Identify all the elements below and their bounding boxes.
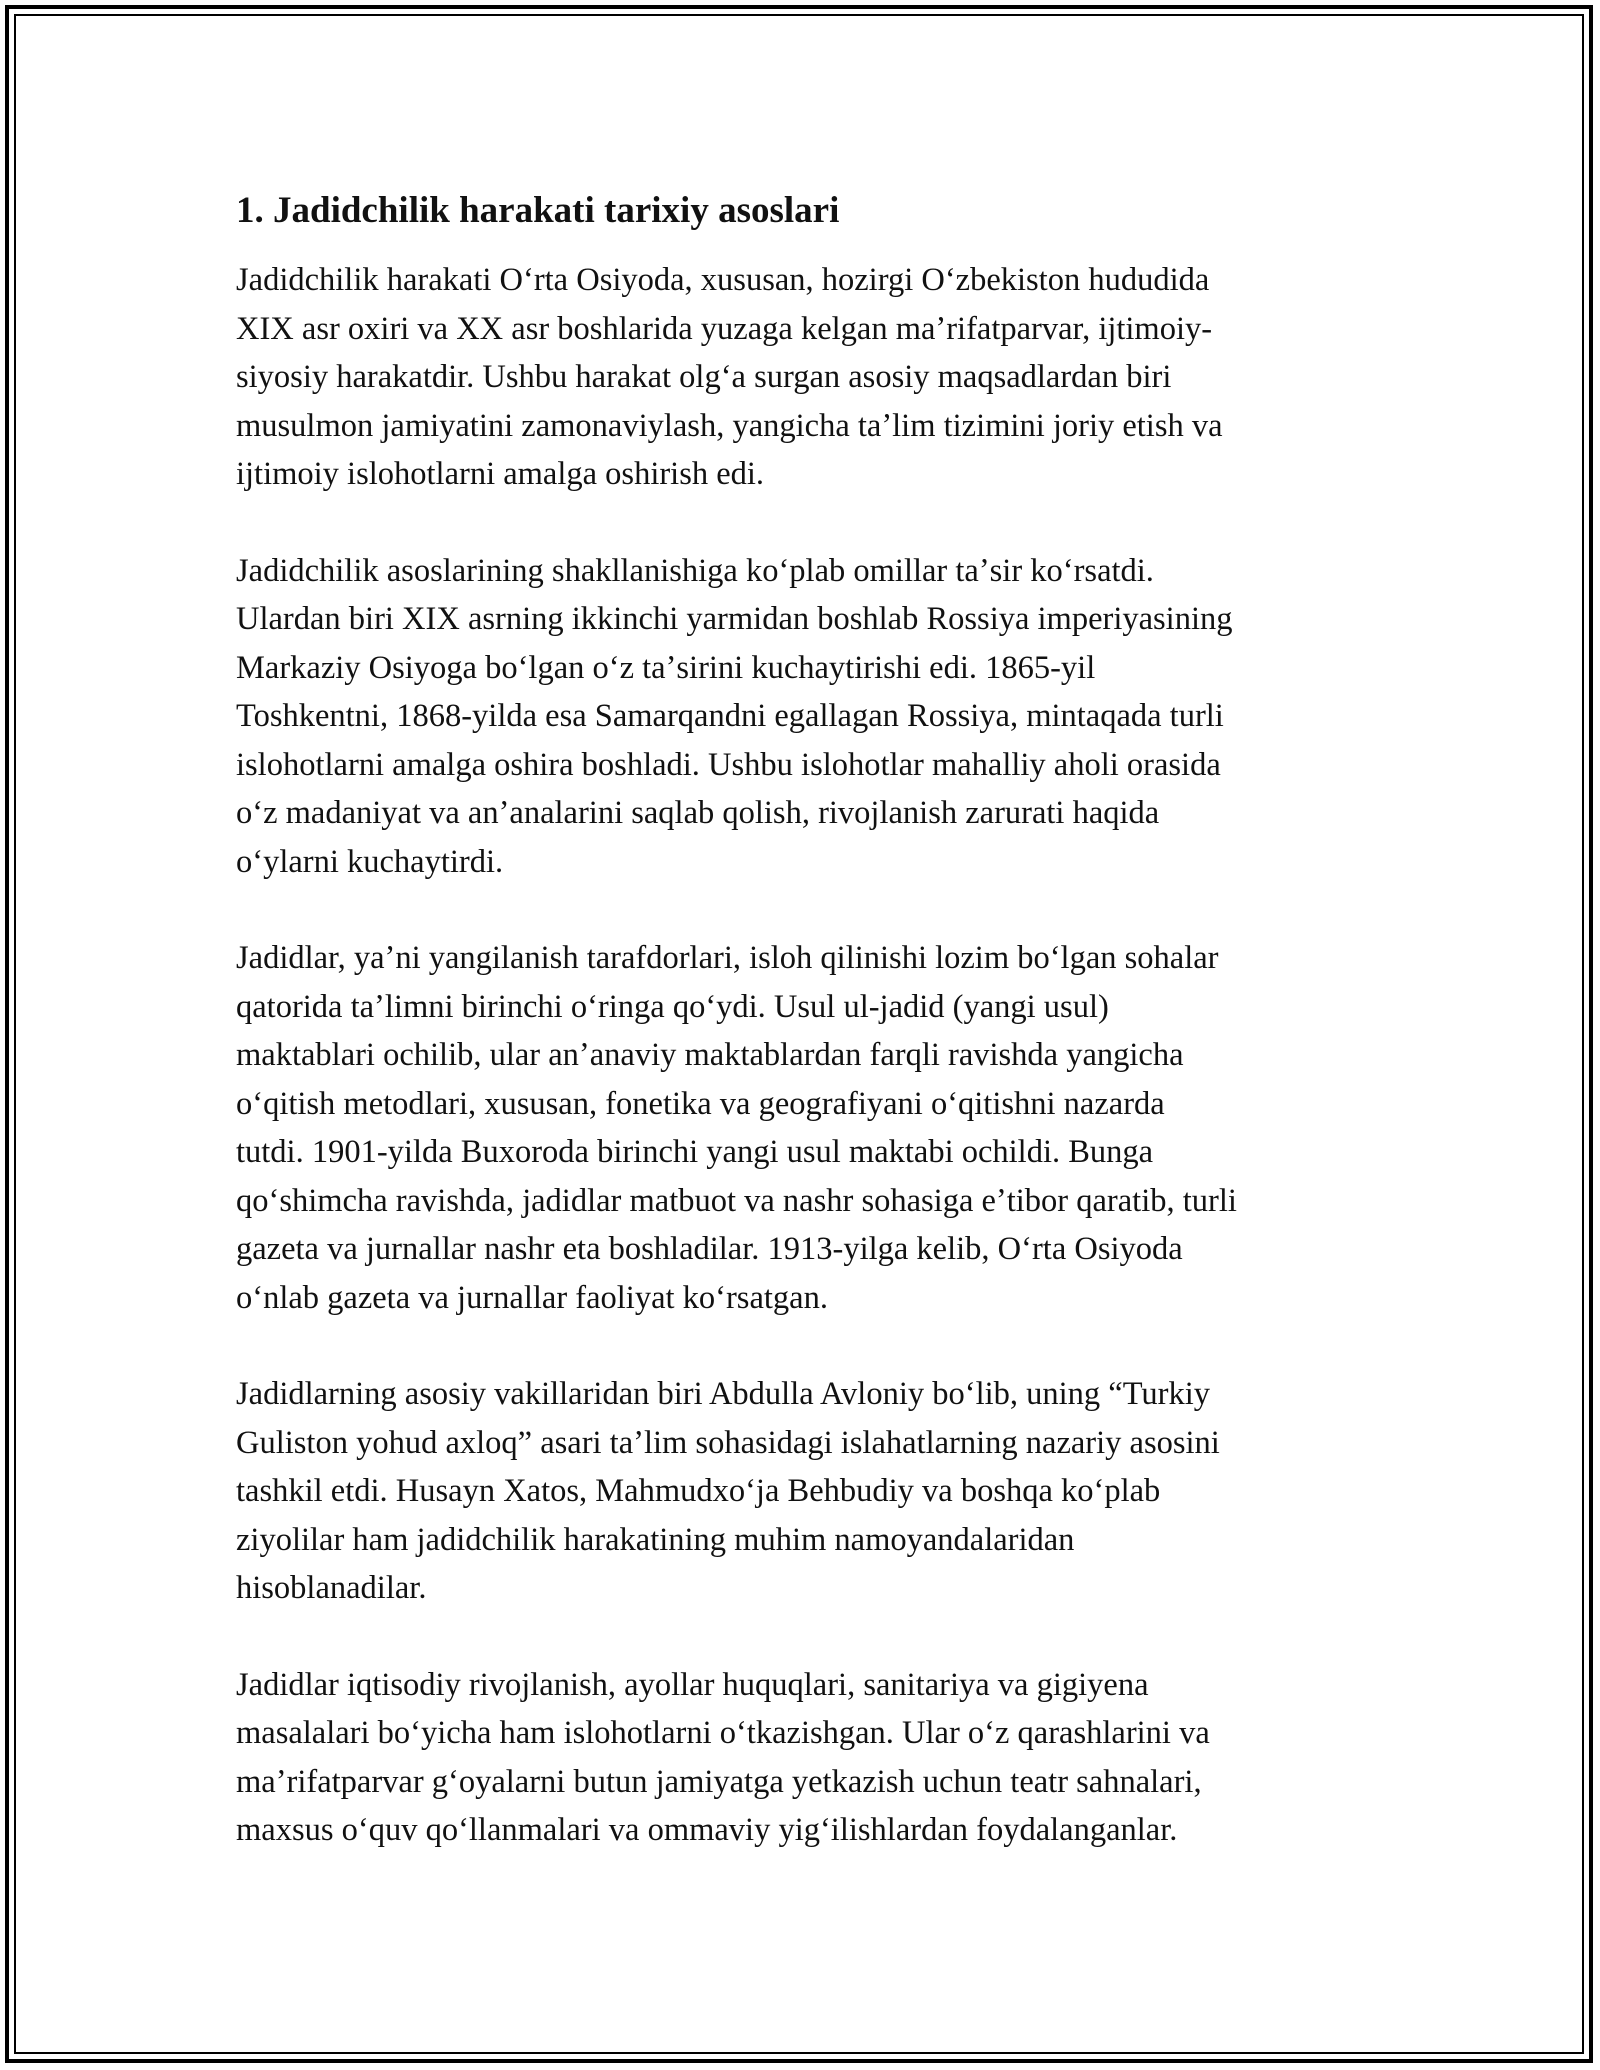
paragraph-line: ijtimoiy islohotlarni amalga oshirish edi. (236, 456, 765, 492)
document-body (236, 186, 1376, 1903)
paragraph-5 (236, 1661, 1376, 1855)
paragraph-line: islohotlarni amalga oshira boshladi. Ushbu islohotlar mahalliy aholi orasida (236, 746, 1221, 783)
paragraph-line: tutdi. 1901-yilda Buxoroda birinchi yangi usul maktabi ochildi. Bunga (236, 1134, 1154, 1170)
paragraph-line: ziyolilar ham jadidchilik harakatining muhim namoyandalaridan (236, 1521, 1075, 1558)
paragraph-line: Jadidchilik harakati Oʻrta Osiyoda, xususan, hozirgi Oʻzbekiston hududida (236, 262, 1210, 298)
paragraph-line: XIX asr oxiri va XX asr boshlarida yuzaga kelgan maʼrifatparvar, ijtimoiy- (236, 310, 1213, 347)
section-heading: 1. Jadidchilik harakati tarixiy asoslari (236, 190, 840, 231)
paragraph-line: qatorida taʼlimni birinchi oʻringa qoʻydi. Usul ul-jadid (yangi usul) (236, 988, 1109, 1025)
paragraph-line: masalalari boʻyicha ham islohotlarni oʻtkazishgan. Ular oʻz qarashlarini va (236, 1715, 1210, 1751)
paragraph-line: Toshkentni, 1868-yilda esa Samarqandni egallagan Rossiya, mintaqada turli (236, 698, 1224, 734)
paragraph-line: gazeta va jurnallar nashr eta boshladilar. 1913-yilga kelib, Oʻrta Osiyoda (236, 1231, 1183, 1267)
paragraph-1 (236, 256, 1376, 499)
paragraph-2 (236, 547, 1376, 887)
paragraph-line: hisoblanadilar. (236, 1570, 427, 1606)
paragraph-line: maxsus oʻquv qoʻllanmalari va ommaviy yigʻilishlardan foydalanganlar. (236, 1812, 1178, 1848)
paragraph-line: Guliston yohud axloq” asari taʼlim sohasidagi islahatlarning nazariy asosini (236, 1424, 1220, 1461)
paragraph-line: Jadidlar, yaʼni yangilanish tarafdorlari, isloh qilinishi lozim boʻlgan sohalar (236, 940, 1219, 976)
paragraph-line: musulmon jamiyatini zamonaviylash, yangicha taʼlim tizimini joriy etish va (236, 407, 1223, 444)
paragraph-line: tashkil etdi. Husayn Xatos, Mahmudxoʻja Behbudiy va boshqa koʻplab (236, 1473, 1161, 1509)
paragraph-line: oʻz madaniyat va anʼanalarini saqlab qolish, rivojlanish zarurati haqida (236, 795, 1160, 831)
paragraph-3 (236, 934, 1376, 1322)
paragraph-line: oʻnlab gazeta va jurnallar faoliyat koʻrsatgan. (236, 1279, 828, 1316)
paragraph-line: maktablari ochilib, ular anʼanaviy maktablardan farqli ravishda yangicha (236, 1037, 1184, 1073)
paragraph-line: Jadidchilik asoslarining shakllanishiga koʻplab omillar taʼsir koʻrsatdi. (236, 552, 1154, 589)
paragraph-line: maʼrifatparvar gʻoyalarni butun jamiyatga yetkazish uchun teatr sahnalari, (236, 1763, 1202, 1800)
paragraph-line: siyosiy harakatdir. Ushbu harakat olgʻa surgan asosiy maqsadlardan biri (236, 359, 1172, 395)
paragraph-line: Ulardan biri XIX asrning ikkinchi yarmidan boshlab Rossiya imperiyasining (236, 601, 1233, 637)
paragraph-line: Jadidlarning asosiy vakillaridan biri Abdulla Avloniy boʻlib, uning “Turkiy (236, 1376, 1211, 1412)
paragraph-line: Markaziy Osiyoga boʻlgan oʻz taʼsirini kuchaytirishi edi. 1865-yil (236, 649, 1096, 686)
paragraph-line: oʻylarni kuchaytirdi. (236, 843, 504, 880)
paragraph-line: Jadidlar iqtisodiy rivojlanish, ayollar huquqlari, sanitariya va gigiyena (236, 1666, 1149, 1703)
paragraph-4 (236, 1370, 1376, 1613)
paragraph-line: qoʻshimcha ravishda, jadidlar matbuot va nashr sohasiga eʼtibor qaratib, turli (236, 1182, 1237, 1219)
paragraph-line: oʻqitish metodlari, xususan, fonetika va geografiyani oʻqitishni nazarda (236, 1085, 1165, 1122)
